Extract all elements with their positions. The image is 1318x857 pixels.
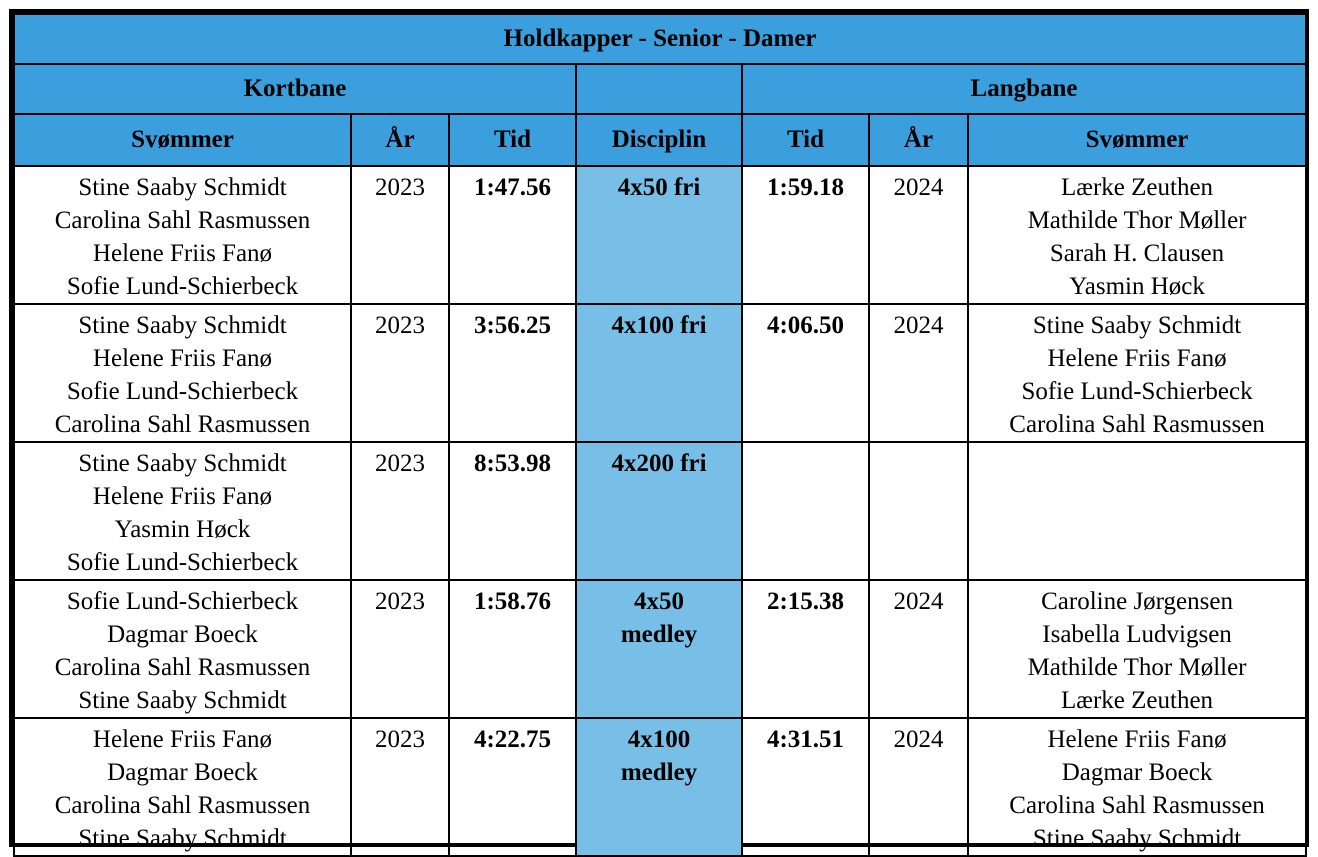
discipline-cell xyxy=(576,442,742,580)
kortbane-swimmers xyxy=(14,166,351,304)
swimmer-name: Mathilde Thor Møller xyxy=(1027,207,1247,234)
langbane-swimmers xyxy=(968,442,1306,580)
table-row xyxy=(14,580,1306,718)
table-row xyxy=(14,442,1306,580)
kortbane-year: 2023 xyxy=(351,442,449,580)
kortbane-swimmers xyxy=(14,442,351,580)
langbane-year: 2024 xyxy=(869,166,968,304)
langbane-year: 2024 xyxy=(869,580,968,718)
table-title: Holdkapper - Senior - Damer xyxy=(14,14,1306,64)
swimmer-name: Carolina Sahl Rasmussen xyxy=(1009,411,1265,438)
discipline-label: 4x100 xyxy=(627,726,691,753)
group-langbane: Langbane xyxy=(742,64,1306,114)
langbane-time: 2:15.38 xyxy=(742,580,869,718)
swimmer-name: Carolina Sahl Rasmussen xyxy=(54,792,311,819)
discipline-label-line2: medley xyxy=(620,759,698,786)
swimmer-name: Lærke Zeuthen xyxy=(1061,687,1214,714)
swimmer-name: Helene Friis Fanø xyxy=(92,345,273,372)
discipline-label-line2: medley xyxy=(620,621,698,648)
swimmer-name: Helene Friis Fanø xyxy=(1047,345,1227,372)
langbane-swimmers xyxy=(968,718,1306,856)
swimmer-name: Carolina Sahl Rasmussen xyxy=(54,654,311,681)
swimmer-name: Dagmar Boeck xyxy=(107,759,258,786)
langbane-year xyxy=(869,442,968,580)
header-tid-right: Tid xyxy=(742,114,869,166)
header-aar-left: År xyxy=(351,114,449,166)
header-aar-right: År xyxy=(869,114,968,166)
records-table-frame xyxy=(9,9,1309,852)
header-disciplin: Disciplin xyxy=(576,114,742,166)
kortbane-time: 4:22.75 xyxy=(449,718,576,856)
table-row xyxy=(14,304,1306,442)
kortbane-time: 1:58.76 xyxy=(449,580,576,718)
table-row xyxy=(14,718,1306,856)
kortbane-year: 2023 xyxy=(351,718,449,856)
langbane-swimmers xyxy=(968,580,1306,718)
discipline-label: 4x200 fri xyxy=(611,450,707,477)
swimmer-name: Dagmar Boeck xyxy=(1061,759,1213,786)
kortbane-year: 2023 xyxy=(351,580,449,718)
swimmer-name: Mathilde Thor Møller xyxy=(1027,654,1247,681)
discipline-label: 4x100 fri xyxy=(611,312,707,339)
swimmer-name: Stine Saaby Schmidt xyxy=(1032,312,1242,339)
langbane-swimmers xyxy=(968,304,1306,442)
swimmer-name: Isabella Ludvigsen xyxy=(1042,621,1232,648)
langbane-year: 2024 xyxy=(869,304,968,442)
header-svommer-left: Svømmer xyxy=(14,114,351,166)
swimmer-name: Sarah H. Clausen xyxy=(1049,240,1225,267)
discipline-cell xyxy=(576,166,742,304)
swimmer-name: Stine Saaby Schmidt xyxy=(78,825,287,852)
kortbane-year: 2023 xyxy=(351,166,449,304)
records-table xyxy=(13,13,1307,857)
langbane-year: 2024 xyxy=(869,718,968,856)
swimmer-name: Helene Friis Fanø xyxy=(92,483,273,510)
discipline-cell xyxy=(576,580,742,718)
langbane-swimmers xyxy=(968,166,1306,304)
swimmer-name: Helene Friis Fanø xyxy=(92,240,273,267)
kortbane-time: 1:47.56 xyxy=(449,166,576,304)
swimmer-name: Dagmar Boeck xyxy=(107,621,258,648)
group-kortbane: Kortbane xyxy=(14,64,576,114)
swimmer-name: Caroline Jørgensen xyxy=(1041,588,1233,615)
swimmer-name: Yasmin Høck xyxy=(1069,273,1205,300)
discipline-label: 4x50 xyxy=(634,588,684,615)
kortbane-swimmers xyxy=(14,718,351,856)
swimmer-name: Helene Friis Fanø xyxy=(1047,726,1227,753)
kortbane-swimmers xyxy=(14,580,351,718)
discipline-cell xyxy=(576,304,742,442)
swimmer-name: Yasmin Høck xyxy=(114,516,251,543)
swimmer-name: Stine Saaby Schmidt xyxy=(1032,825,1242,852)
langbane-time: 1:59.18 xyxy=(742,166,869,304)
swimmer-name: Sofie Lund-Schierbeck xyxy=(66,378,299,405)
swimmer-name: Carolina Sahl Rasmussen xyxy=(54,207,311,234)
swimmer-name: Sofie Lund-Schierbeck xyxy=(1021,378,1253,405)
swimmer-name: Sofie Lund-Schierbeck xyxy=(66,549,299,576)
langbane-time: 4:06.50 xyxy=(742,304,869,442)
swimmer-name: Stine Saaby Schmidt xyxy=(78,312,287,339)
swimmer-name: Stine Saaby Schmidt xyxy=(78,687,287,714)
kortbane-time: 3:56.25 xyxy=(449,304,576,442)
swimmer-name: Sofie Lund-Schierbeck xyxy=(66,273,299,300)
group-middle xyxy=(576,64,742,114)
discipline-cell xyxy=(576,718,742,856)
table-row xyxy=(14,166,1306,304)
swimmer-name: Sofie Lund-Schierbeck xyxy=(66,588,299,615)
langbane-time xyxy=(742,442,869,580)
swimmer-name: Carolina Sahl Rasmussen xyxy=(54,411,311,438)
header-svommer-right: Svømmer xyxy=(968,114,1306,166)
kortbane-swimmers xyxy=(14,304,351,442)
swimmer-name: Stine Saaby Schmidt xyxy=(78,450,287,477)
kortbane-time: 8:53.98 xyxy=(449,442,576,580)
kortbane-year: 2023 xyxy=(351,304,449,442)
swimmer-name: Stine Saaby Schmidt xyxy=(78,174,287,201)
langbane-time: 4:31.51 xyxy=(742,718,869,856)
discipline-label: 4x50 fri xyxy=(617,174,701,201)
swimmer-name: Helene Friis Fanø xyxy=(92,726,273,753)
swimmer-name: Carolina Sahl Rasmussen xyxy=(1009,792,1265,819)
header-tid-left: Tid xyxy=(449,114,576,166)
swimmer-name: Lærke Zeuthen xyxy=(1061,174,1214,201)
